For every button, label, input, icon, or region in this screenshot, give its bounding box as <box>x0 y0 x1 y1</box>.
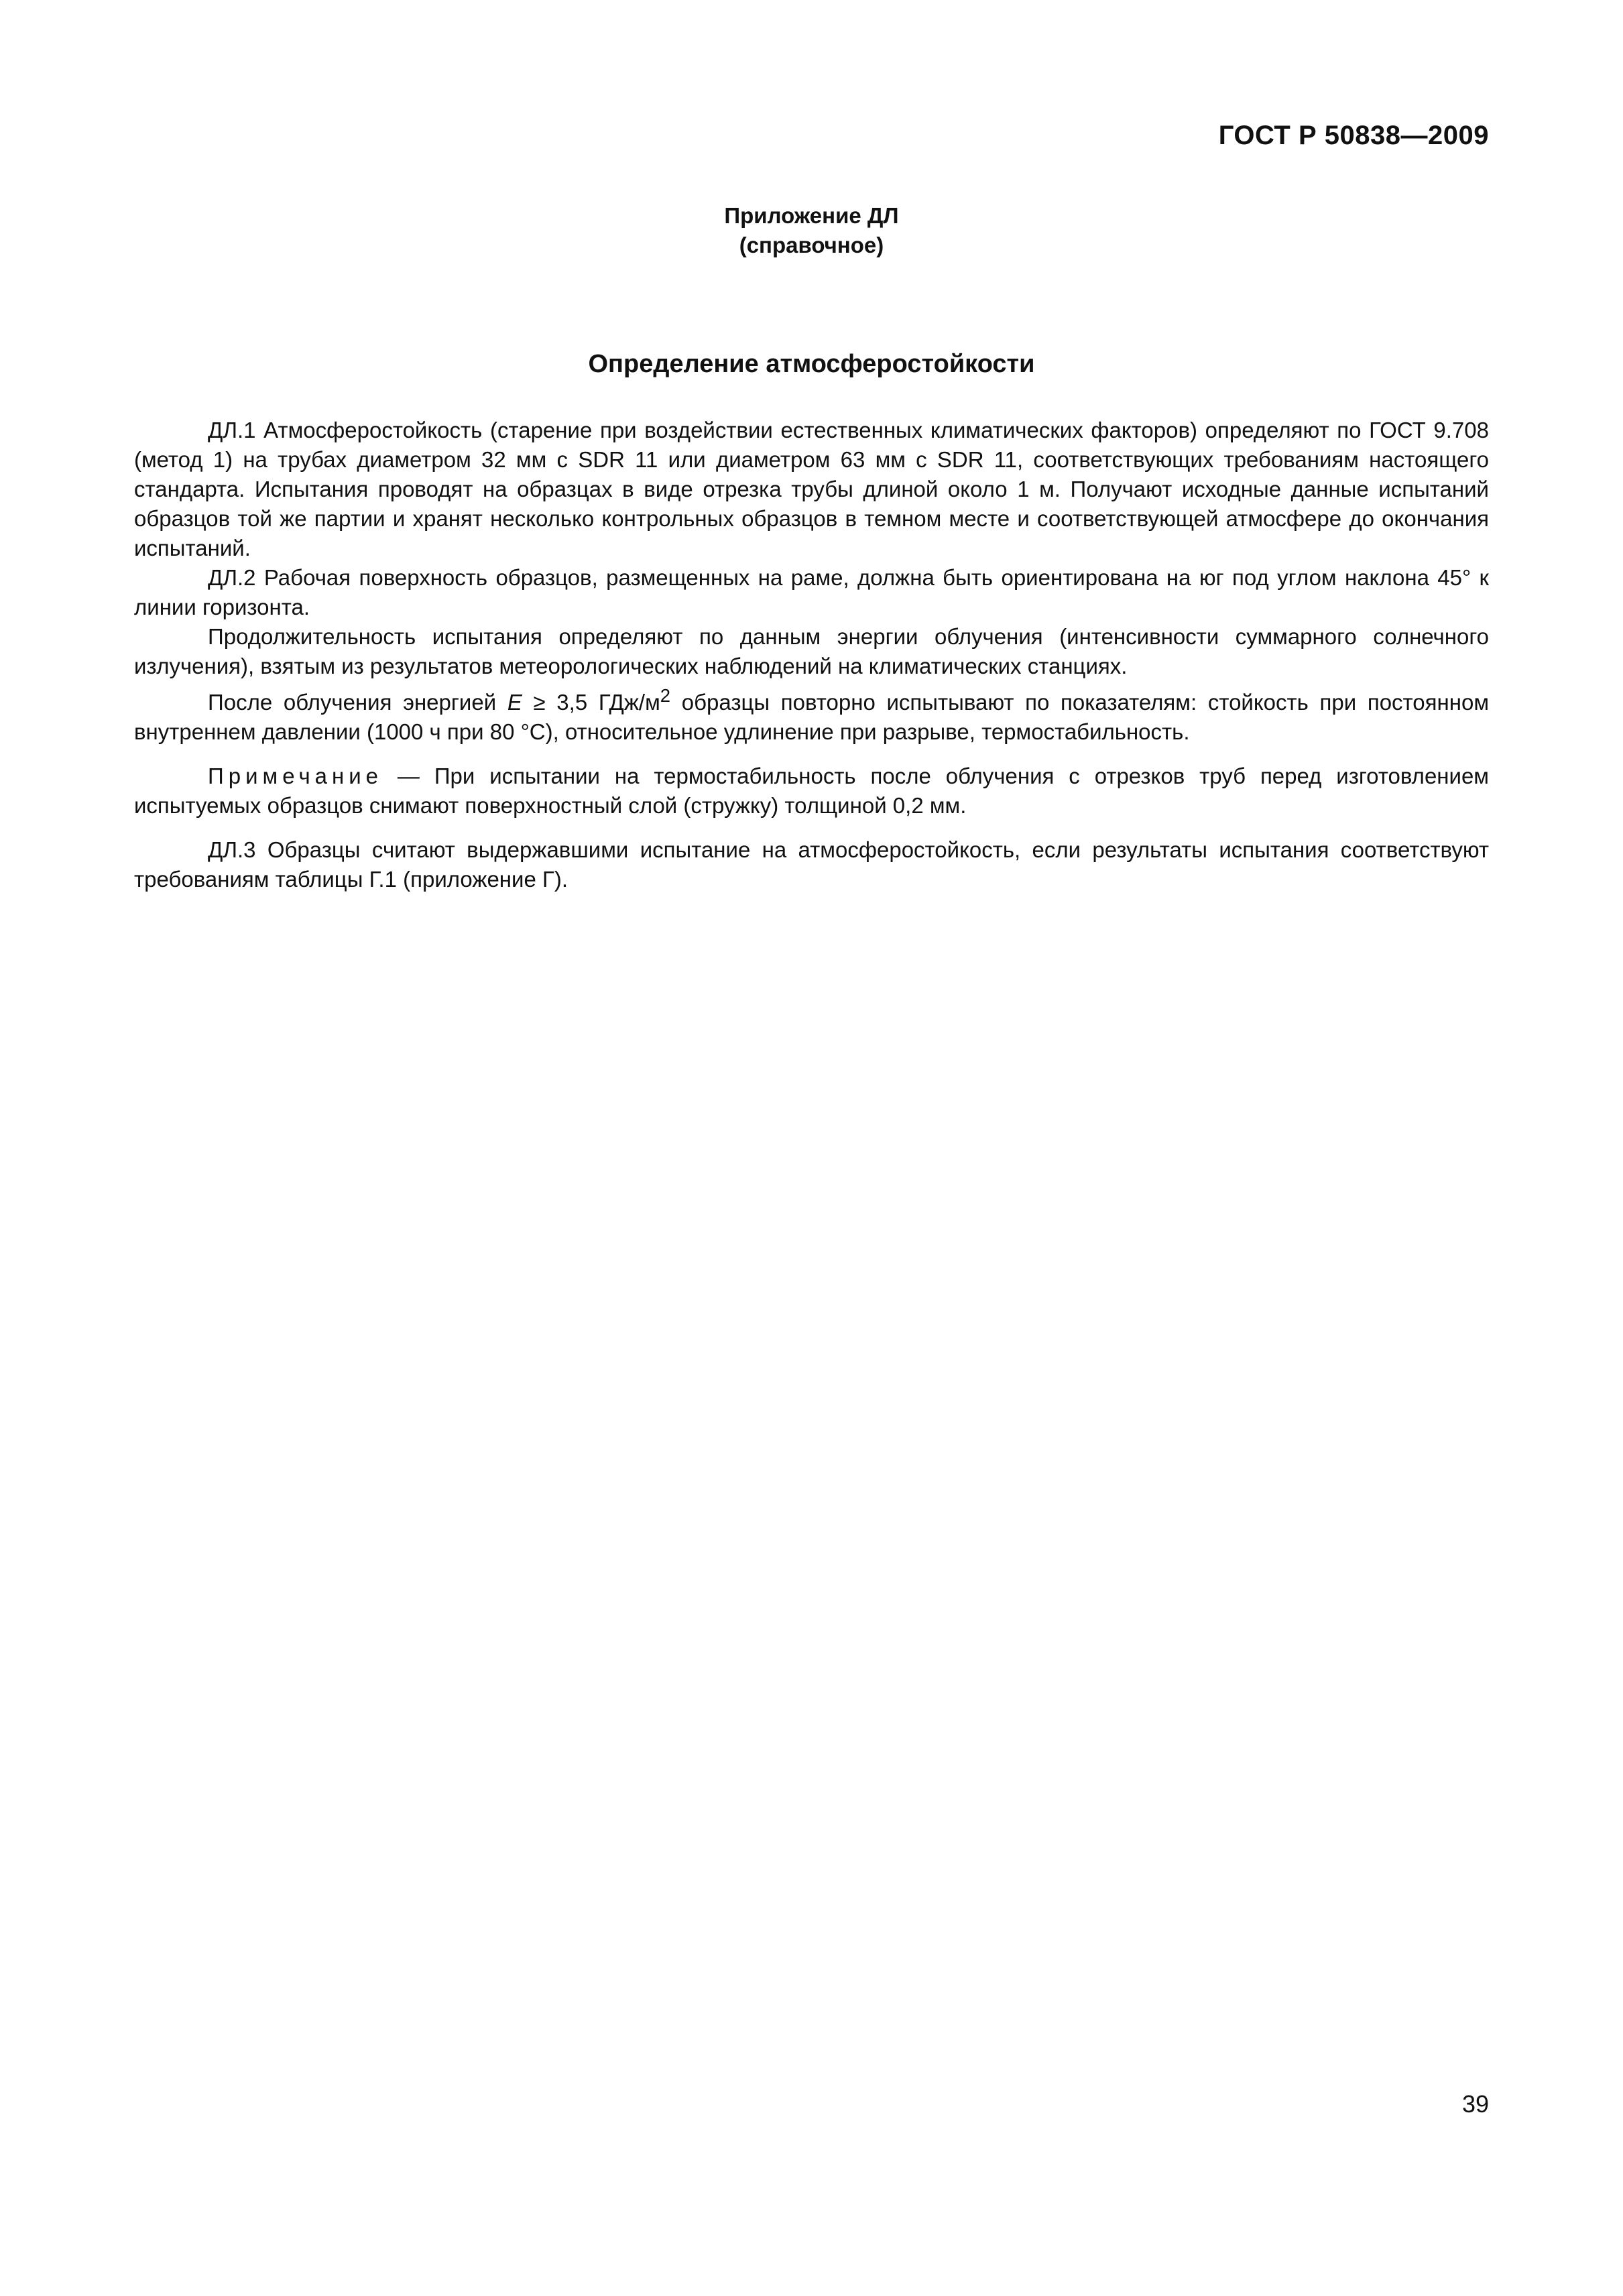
retest-text-start: После облучения энергией <box>208 690 507 715</box>
note-paragraph <box>134 762 1489 821</box>
paragraph-duration: Продолжительность испытания определяют по данным энергии облучения (интенсивности суммарного солнечного излучения), взятым из результатов метеорологических наблюдений на климатических станциях. <box>134 624 1489 678</box>
energy-variable: E <box>507 690 522 715</box>
unit-superscript: 2 <box>660 685 671 706</box>
annex-label: Приложение ДЛ <box>724 203 899 228</box>
paragraph-dl2: ДЛ.2 Рабочая поверхность образцов, размещенных на раме, должна быть ориентирована на юг под углом наклона 45° к линии горизонта. <box>134 565 1489 619</box>
annex-title: Определение атмосферостойкости <box>588 350 1035 378</box>
retest-text-rest: образцы повторно испытывают по показателям: стойкость при постоянном внутреннем давлении (1000 ч при 80 °С), относительное удлинение при разрыве, термостабильность. <box>134 690 1490 744</box>
paragraph-dl1: ДЛ.1 Атмосферостойкость (старение при воздействии естественных климатических факторов) определяют по ГОСТ 9.708 (метод 1) на трубах диаметром 32 мм с SDR 11 или диаметром 63 мм с SDR 11, соответствующих требованиям настоящего стандарта. Испытания проводят на образцах в виде отрезка трубы длиной около 1 м. Получают исходные данные испытаний образцов той же партии и хранят несколько контрольных образцов в темном месте и соответствующей атмосфере до окончания испытаний. <box>134 418 1489 560</box>
paragraph-retest <box>134 681 1489 747</box>
retest-energy-value: ≥ 3,5 ГДж/м <box>522 690 660 715</box>
page-number: 39 <box>1461 2090 1489 2118</box>
note-label: Примечание <box>208 764 383 788</box>
body-text <box>134 416 1489 894</box>
document-code: ГОСТ Р 50838—2009 <box>1218 121 1489 150</box>
annex-heading <box>0 201 1623 260</box>
annex-status: (справочное) <box>739 233 884 257</box>
paragraph-dl3: ДЛ.3 Образцы считают выдержавшими испытание на атмосферостойкость, если результаты испытания соответствуют требованиям таблицы Г.1 (приложение Г). <box>134 837 1489 892</box>
note-text: — При испытании на термостабильность после облучения с отрезков труб перед изготовлением испытуемых образцов снимают поверхностный слой (стружку) толщиной 0,2 мм. <box>134 764 1489 818</box>
